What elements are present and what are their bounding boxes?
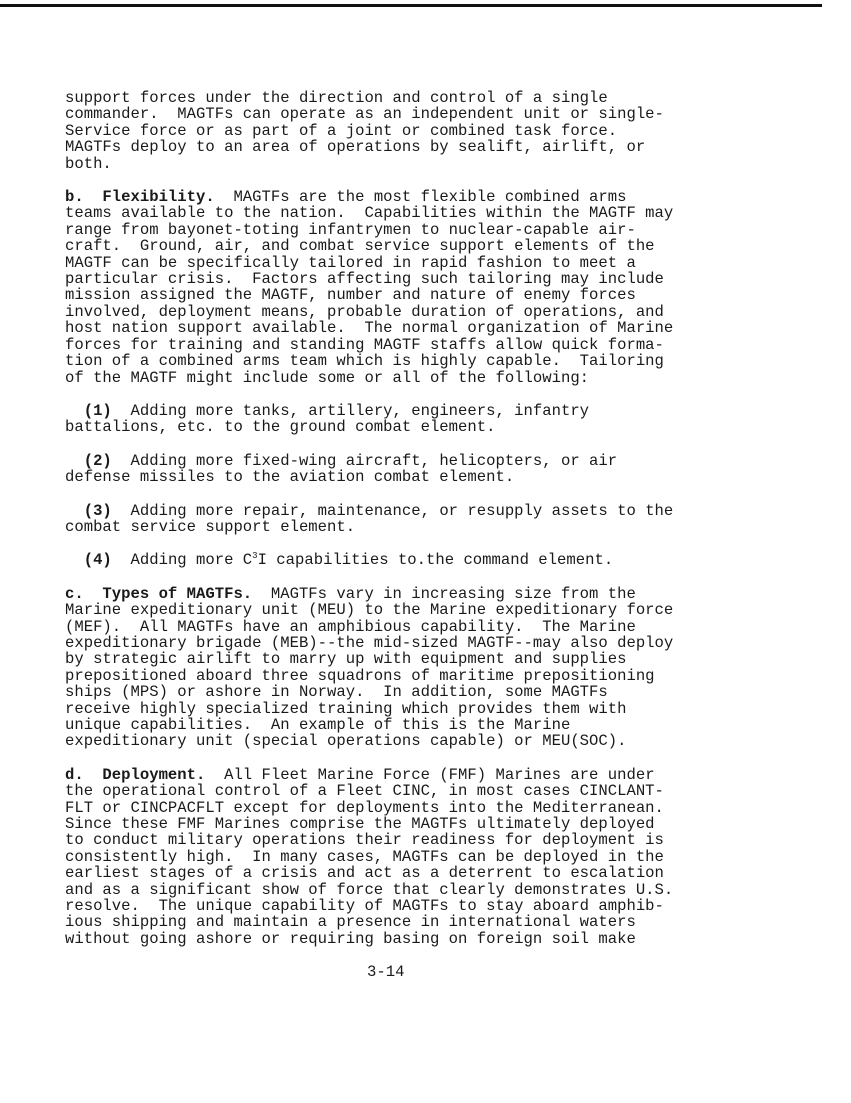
document-body <box>65 90 765 964</box>
list-item-text: Adding more fixed-wing aircraft, helicopters, or air defense missiles to the aviation combat element. <box>65 451 618 487</box>
list-item <box>65 403 765 436</box>
list-item-number: (4) <box>83 551 112 570</box>
list-item-number: (2) <box>83 451 112 470</box>
paragraph-flexibility <box>65 189 765 386</box>
list-item-text: Adding more C <box>111 551 253 570</box>
list-item-number: (1) <box>83 401 112 420</box>
paragraph-deployment <box>65 767 765 947</box>
heading-flexibility: b. Flexibility. <box>65 188 215 207</box>
heading-types-of-magtfs: c. Types of MAGTFs. <box>65 584 253 603</box>
paragraph-types-of-magtfs <box>65 586 765 750</box>
list-item-text: Adding more tanks, artillery, engineers, infantry battalions, etc. to the ground combat element. <box>65 401 590 437</box>
list-item-text: Adding more repair, maintenance, or resupply assets to the combat service support element. <box>65 501 674 536</box>
list-item-number: (3) <box>83 501 112 520</box>
flexibility-text: MAGTFs are the most flexible combined arms teams available to the nation. Capabilities within the MAGTF may range from bayonet-toting infantrymen to nuclear-capable air- craft. Ground, air, and combat service support elements of the MAGTF can be specifically tailored in rapid fashion to meet a particular crisis. Factors affecting such tailoring may include mission assigned the MAGTF, number and nature of enemy forces involved, deployment means, probable duration of operations, and host nation support available. The normal organization of Marine forces for training and standing MAGTF staffs allow quick forma- tion of a combined arms team which is highly capable. Tailoring of the MAGTF might include some or all of the following: <box>65 188 674 387</box>
superscript: 3 <box>252 551 258 562</box>
page-number: 3-14 <box>367 963 405 981</box>
list-item-text: I capabilities to.the command element. <box>257 551 614 570</box>
list-item <box>65 552 765 568</box>
types-text: MAGTFs vary in increasing size from the Marine expeditionary unit (MEU) to the Marine expeditionary force (MEF). All MAGTFs have an amphibious capability. The Marine expeditionary brigade (MEB)--the mid-sized MAGTF--may also deploy by strategic airlift to marry up with equipment and supplies prepositioned aboard three squadrons of maritime prepositioning ships (MPS) or ashore in Norway. In addition, some MAGTFs receive highly specialized training which provides them with unique capabilities. An example of this is the Marine expeditionary unit (special operations capable) or MEU(SOC). <box>65 584 674 751</box>
top-rule <box>0 4 822 7</box>
list-item <box>65 453 765 486</box>
deployment-text: All Fleet Marine Force (FMF) Marines are under the operational control of a Fleet CINC, in most cases CINCLANT- FLT or CINCPACFLT except for deployments into the Mediterranean. Since these FMF Marines comprise the MAGTFs ultimately deployed to conduct military operations their readiness for deployment is consistently high. In many cases, MAGTFs can be deployed in the earliest stages of a crisis and act as a deterrent to escalation and as a significant show of force that clearly demonstrates U.S. resolve. The unique capability of MAGTFs to stay aboard amphib- ious shipping and maintain a presence in international waters without going ashore or requiring basing on foreign soil make <box>65 765 674 948</box>
heading-deployment: d. Deployment. <box>65 765 206 784</box>
paragraph-intro: support forces under the direction and control of a single commander. MAGTFs can operate as an independent unit or single- Service force or as part of a joint or combined task force. MAGTFs deploy to an area of operations by sealift, airlift, or both. <box>65 89 664 173</box>
list-item <box>65 503 765 536</box>
